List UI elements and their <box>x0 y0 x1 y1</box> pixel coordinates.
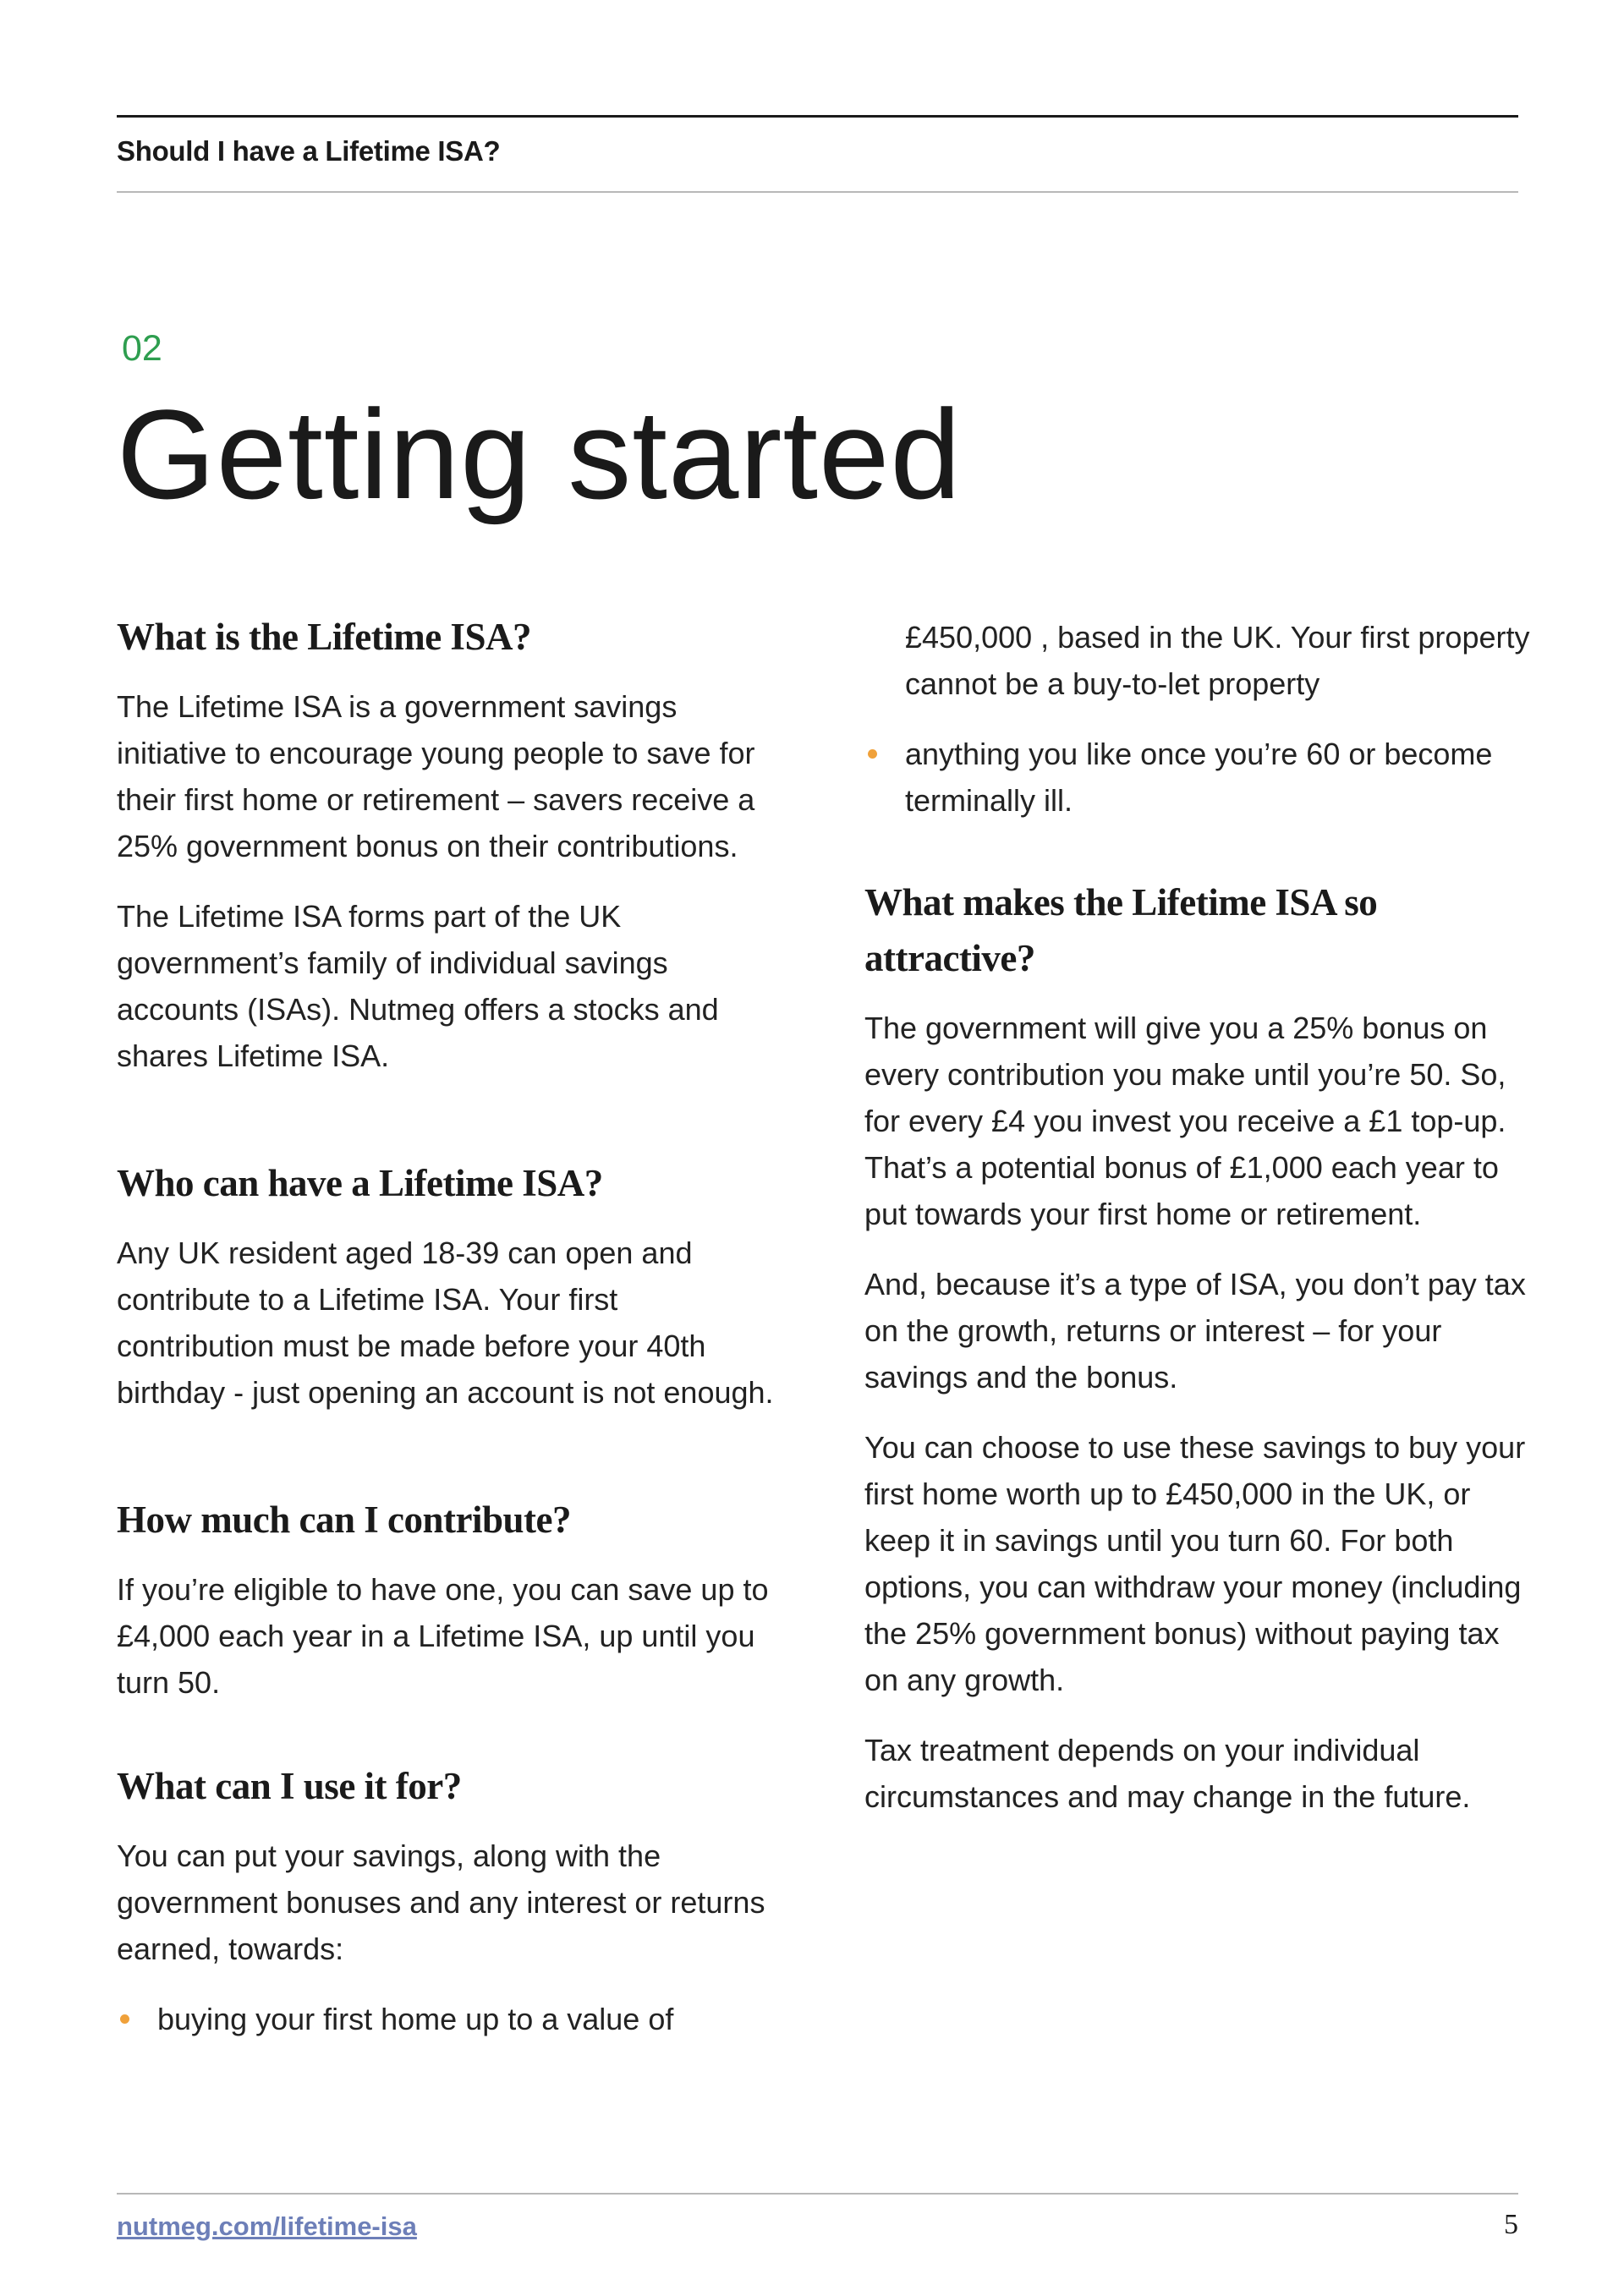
header-bottom-rule <box>117 191 1518 193</box>
list-item-text: buying your first home up to a value of <box>157 2002 674 2036</box>
list-item <box>864 731 1541 824</box>
heading-what-is-lisa: What is the Lifetime ISA? <box>117 616 531 658</box>
paragraph: The Lifetime ISA is a government savings initiative to encourage young people to save for their first home or retirement – savers receive a 25% government bonus on their contributions. <box>117 689 755 863</box>
heading-what-makes-attractive: What makes the Lifetime ISA so attractive? <box>864 881 1378 979</box>
running-header-title: Should I have a Lifetime ISA? <box>117 135 501 167</box>
paragraph: The government will give you a 25% bonus on every contribution you make until you’re 50. So, for every £4 you invest you receive a £1 top-up. That’s a potential bonus of £1,000 each year to put towards your first home or retirement. <box>864 1011 1506 1231</box>
paragraph: The Lifetime ISA forms part of the UK government’s family of individual savings accounts (ISAs). Nutmeg offers a stocks and shares Lifetime ISA. <box>117 899 719 1073</box>
paragraph: And, because it’s a type of ISA, you don’t pay tax on the growth, returns or interest – for your savings and the bonus. <box>864 1267 1526 1395</box>
document-page <box>117 0 1530 2296</box>
footer-rule <box>117 2193 1518 2195</box>
page-number: 5 <box>1504 2209 1518 2240</box>
right-column <box>864 614 1541 1844</box>
list-item <box>117 1996 776 2042</box>
heading-what-use-for: What can I use it for? <box>117 1765 462 1807</box>
heading-how-much: How much can I contribute? <box>117 1499 571 1541</box>
uses-list-continued <box>864 731 1541 824</box>
list-item-text: anything you like once you’re 60 or become terminally ill. <box>905 737 1493 818</box>
paragraph: Tax treatment depends on your individual circumstances and may change in the future. <box>864 1733 1471 1814</box>
paragraph: Any UK resident aged 18-39 can open and contribute to a Lifetime ISA. Your first contribution must be made before your 40th birthday - just opening an account is not enough. <box>117 1236 774 1410</box>
heading-who-can-have: Who can have a Lifetime ISA? <box>117 1162 603 1204</box>
bullet-dot-icon <box>120 2014 129 2024</box>
section-title: Getting started <box>117 383 962 525</box>
header-top-rule <box>117 115 1518 118</box>
list-item-continuation: £450,000 , based in the UK. Your first property cannot be a buy-to-let property <box>905 620 1530 701</box>
section-number: 02 <box>122 328 162 369</box>
uses-list <box>117 1996 776 2042</box>
paragraph: You can put your savings, along with the government bonuses and any interest or returns earned, towards: <box>117 1838 765 1966</box>
left-column <box>117 609 776 2066</box>
paragraph: If you’re eligible to have one, you can save up to £4,000 each year in a Lifetime ISA, up until you turn 50. <box>117 1572 769 1700</box>
footer-website-link[interactable]: nutmeg.com/lifetime-isa <box>117 2211 417 2241</box>
bullet-dot-icon <box>868 749 877 759</box>
paragraph: You can choose to use these savings to buy your first home worth up to £450,000 in the UK, or keep it in savings until you turn 60. For both options, you can withdraw your money (including the 25% government bonus) without paying tax on any growth. <box>864 1430 1526 1697</box>
